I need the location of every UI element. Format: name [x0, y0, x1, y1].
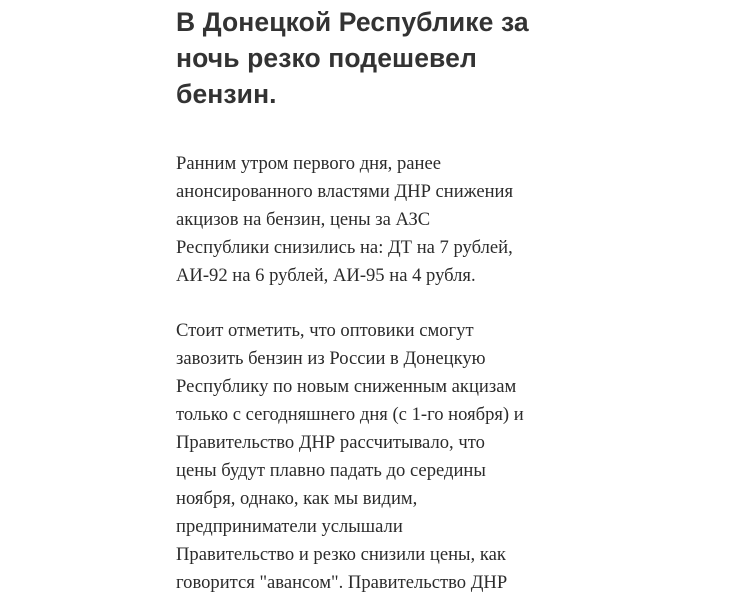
- paragraph-2: [176, 317, 596, 597]
- paragraph-1: [176, 150, 596, 290]
- text-line: завозить бензин из России в Донецкую: [176, 348, 486, 369]
- text-line: АИ-92 на 6 рублей, АИ-95 на 4 рубля.: [176, 265, 476, 286]
- text-line: Ранним утром первого дня, ранее: [176, 153, 441, 174]
- title-line: В Донецкой Республике за: [176, 7, 529, 37]
- text-line: анонсированного властями ДНР снижения: [176, 181, 514, 202]
- text-line: Стоит отметить, что оптовики смогут: [176, 320, 474, 341]
- article-body: [176, 150, 596, 600]
- text-line: ноября, однако, как мы видим,: [176, 488, 418, 509]
- text-line: Республику по новым сниженным акцизам: [176, 376, 517, 397]
- text-line: Республики снизились на: ДТ на 7 рублей,: [176, 237, 513, 258]
- title-line: ночь резко подешевел: [176, 43, 477, 73]
- text-line: только с сегодняшнего дня (с 1-го ноября) и: [176, 404, 524, 425]
- text-line: цены будут плавно падать до середины: [176, 460, 486, 481]
- text-line: Правительство и резко снизили цены, как: [176, 544, 506, 565]
- text-line: говорится "авансом". Правительство ДНР: [176, 572, 508, 593]
- text-line: предприниматели услышали: [176, 516, 403, 537]
- article-title: [176, 4, 576, 112]
- text-line: акцизов на бензин, цены за АЗС: [176, 209, 431, 230]
- text-line: Правительство ДНР рассчитывало, что: [176, 432, 485, 453]
- title-line: бензин.: [176, 79, 277, 109]
